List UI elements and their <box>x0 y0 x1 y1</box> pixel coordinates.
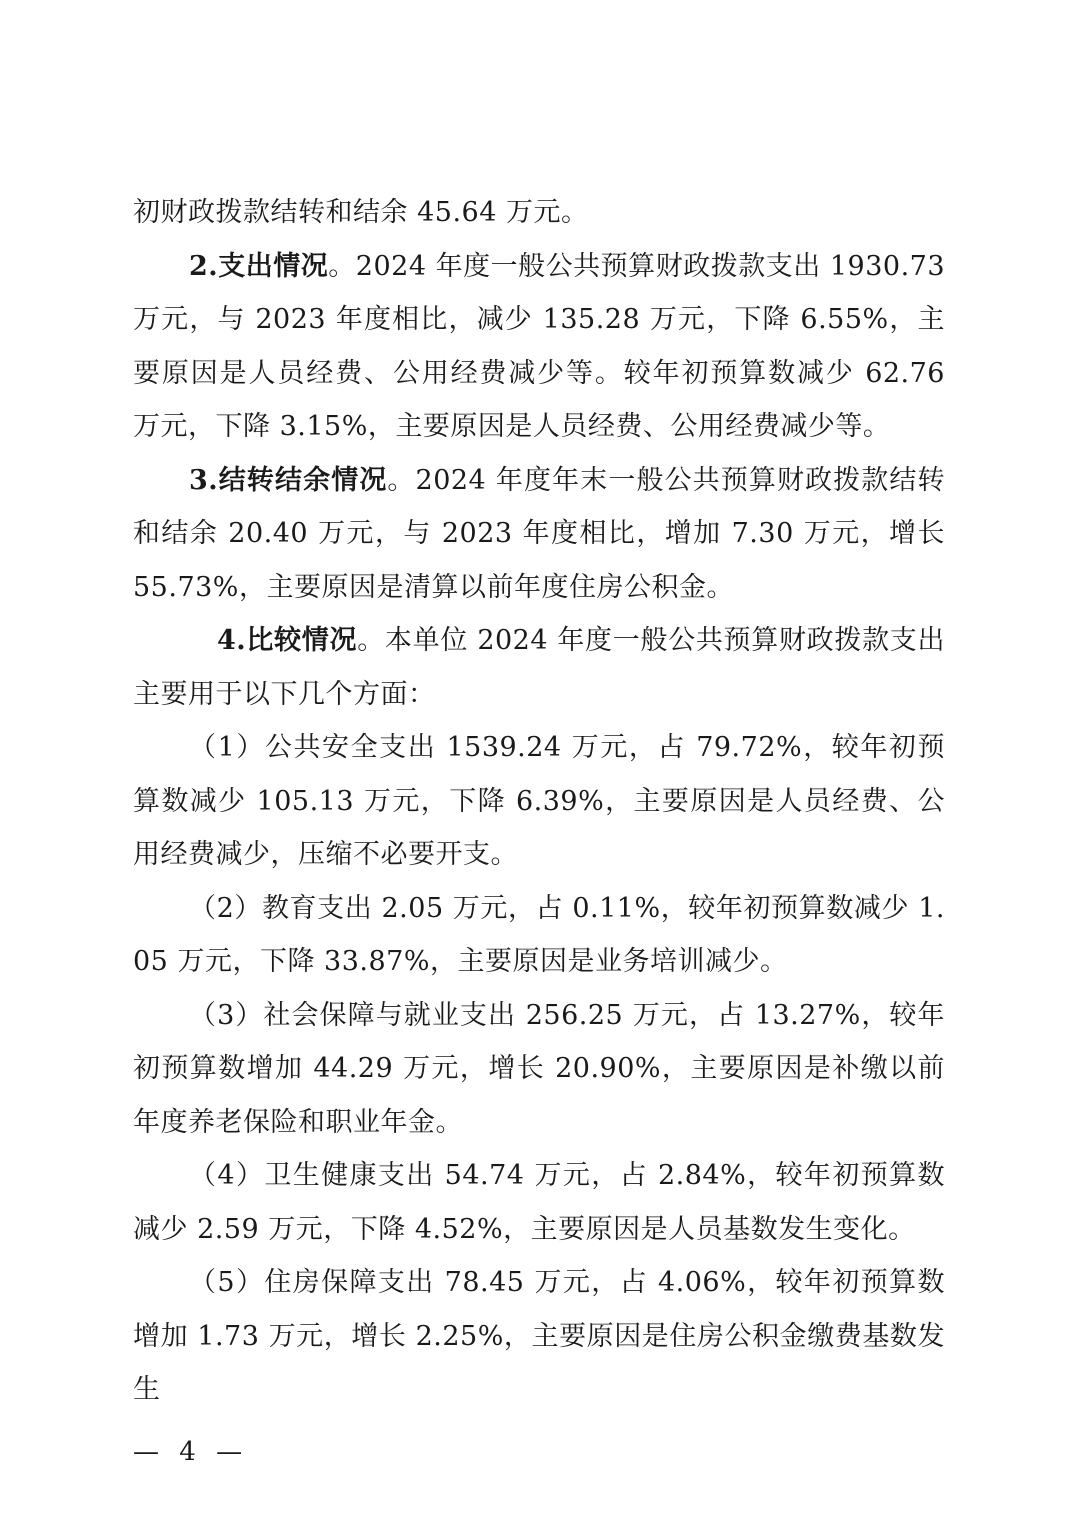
paragraph-item-health <box>133 1149 945 1256</box>
paragraph-carryover <box>133 186 945 240</box>
paragraph-text: 。本单位 2024 年度一般公共预算财政拨款支出主要用于以下几个方面： <box>133 625 945 710</box>
paragraph-item-housing <box>133 1256 945 1417</box>
paragraph-text: （4）卫生健康支出 54.74 万元，占 2.84%，较年初预算数减少 2.59 万元，下降 4.52%，主要原因是人员基数发生变化。 <box>133 1160 945 1245</box>
paragraph-item-social-security <box>133 989 945 1150</box>
paragraph-lead: 4.比较情况 <box>217 625 358 656</box>
paragraph-text: （2）教育支出 2.05 万元，占 0.11%，较年初预算数减少 1.05 万元，下降 33.87%，主要原因是业务培训减少。 <box>133 892 945 977</box>
paragraph-lead: 2.支出情况 <box>189 250 329 282</box>
paragraph-item-public-security <box>133 721 945 882</box>
paragraph-text: 初财政拨款结转和结余 45.64 万元。 <box>133 197 589 228</box>
document-body <box>133 186 945 1417</box>
paragraph-text: （5）住房保障支出 78.45 万元，占 4.06%，较年初预算数增加 1.73 万元，增长 2.25%，主要原因是住房公积金缴费基数发生 <box>133 1267 945 1405</box>
paragraph-expenditure <box>133 240 945 454</box>
paragraph-text: （1）公共安全支出 1539.24 万元，占 79.72%，较年初预算数减少 105.13 万元，下降 6.39%，主要原因是人员经费、公用经费减少，压缩不必要开支。 <box>133 732 945 870</box>
paragraph-text: 。2024 年度年末一般公共预算财政拨款结转和结余 20.40 万元，与 2023 年度相比，增加 7.30 万元，增长 55.73%，主要原因是清算以前年度住房公积金。 <box>133 464 945 603</box>
paragraph-comparison <box>133 614 945 721</box>
paragraph-lead: 3.结转结余情况 <box>189 464 388 496</box>
paragraph-carryover-balance <box>133 454 945 615</box>
paragraph-text: （3）社会保障与就业支出 256.25 万元，占 13.27%，较年初预算数增加 44.29 万元，增长 20.90%，主要原因是补缴以前年度养老保险和职业年金。 <box>133 999 945 1138</box>
paragraph-text: 。2024 年度一般公共预算财政拨款支出 1930.73 万元，与 2023 年度相比，减少 135.28 万元，下降 6.55%，主要原因是人员经费、公用经费减少等。较年初预算数减少 62.76 万元，下降 3.15%，主要原因是人员经费、公用经费减少等。 <box>133 250 946 442</box>
paragraph-item-education <box>133 882 945 989</box>
page-number: — 4 — <box>133 1437 249 1467</box>
